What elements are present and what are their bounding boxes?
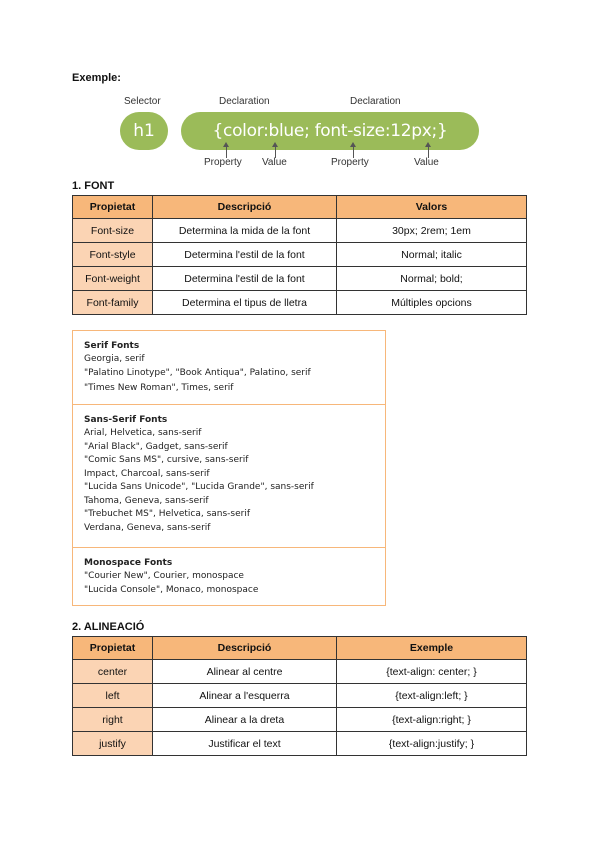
column-header: Descripció <box>153 196 337 219</box>
values-cell: Múltiples opcions <box>337 291 527 315</box>
serif-fonts-title: Serif Fonts <box>84 341 140 351</box>
property-cell: justify <box>73 732 153 756</box>
property-cell: left <box>73 684 153 708</box>
divider <box>73 547 385 548</box>
description-cell: Justificar el text <box>153 732 337 756</box>
example-cell: {text-align:right; } <box>337 708 527 732</box>
description-cell: Determina la mida de la font <box>153 219 337 243</box>
align-section-heading: 2. ALINEACIÓ <box>72 621 145 633</box>
font-stack-line: "Palatino Linotype", "Book Antiqua", Palatino, serif <box>84 367 311 378</box>
value-label-2: Value <box>414 157 439 168</box>
selector-pill: h1 <box>120 112 168 150</box>
table-header-row <box>73 196 527 219</box>
column-header: Valors <box>337 196 527 219</box>
column-header: Propietat <box>73 637 153 660</box>
description-cell: Alinear a la dreta <box>153 708 337 732</box>
property-cell: Font-weight <box>73 267 153 291</box>
values-cell: Normal; italic <box>337 243 527 267</box>
font-stack-line: "Comic Sans MS", cursive, sans-serif <box>84 455 249 465</box>
table-header-row <box>73 637 527 660</box>
font-stack-line: "Trebuchet MS", Helvetica, sans-serif <box>84 509 251 519</box>
table-row <box>73 708 527 732</box>
font-stack-line: Georgia, serif <box>84 354 145 364</box>
example-heading: Exemple: <box>72 72 121 84</box>
property-label-1: Property <box>204 157 242 168</box>
font-table <box>72 195 527 315</box>
monospace-fonts-title: Monospace Fonts <box>84 558 173 568</box>
monospace-fonts-section <box>73 557 385 597</box>
font-stack-line: Verdana, Geneva, sans-serif <box>84 522 211 533</box>
align-table <box>72 636 527 756</box>
description-cell: Alinear a l'esquerra <box>153 684 337 708</box>
table-row <box>73 243 527 267</box>
declaration-label-2: Declaration <box>350 96 401 107</box>
value-label-1: Value <box>262 157 287 168</box>
declaration-pill: {color:blue; font-size:12px;} <box>181 112 479 150</box>
font-stack-line: Arial, Helvetica, sans-serif <box>84 428 202 438</box>
table-row <box>73 660 527 684</box>
font-stack-line: "Lucida Console", Monaco, monospace <box>84 584 259 595</box>
table-row <box>73 219 527 243</box>
font-section-heading: 1. FONT <box>72 180 115 192</box>
property-cell: Font-family <box>73 291 153 315</box>
example-cell: {text-align:left; } <box>337 684 527 708</box>
font-stack-line: Tahoma, Geneva, sans-serif <box>84 495 209 506</box>
description-cell: Determina l'estil de la font <box>153 243 337 267</box>
font-stack-line: "Times New Roman", Times, serif <box>84 383 234 393</box>
description-cell: Determina el tipus de lletra <box>153 291 337 315</box>
property-cell: Font-size <box>73 219 153 243</box>
sans-serif-fonts-title: Sans-Serif Fonts <box>84 415 168 425</box>
font-families-box <box>72 330 386 606</box>
selector-label: Selector <box>124 96 161 107</box>
sans-serif-fonts-section <box>73 414 385 535</box>
values-cell: Normal; bold; <box>337 267 527 291</box>
property-cell: center <box>73 660 153 684</box>
table-row <box>73 267 527 291</box>
declaration-label-1: Declaration <box>219 96 270 107</box>
divider <box>73 404 385 405</box>
column-header: Propietat <box>73 196 153 219</box>
serif-fonts-section <box>73 340 385 396</box>
example-cell: {text-align:justify; } <box>337 732 527 756</box>
table-row <box>73 291 527 315</box>
font-stack-line: "Courier New", Courier, monospace <box>84 571 244 581</box>
column-header: Exemple <box>337 637 527 660</box>
font-stack-line: "Arial Black", Gadget, sans-serif <box>84 441 228 452</box>
property-label-2: Property <box>331 157 369 168</box>
property-cell: right <box>73 708 153 732</box>
description-cell: Determina l'estil de la font <box>153 267 337 291</box>
font-stack-line: Impact, Charcoal, sans-serif <box>84 468 210 479</box>
property-cell: Font-style <box>73 243 153 267</box>
description-cell: Alinear al centre <box>153 660 337 684</box>
values-cell: 30px; 2rem; 1em <box>337 219 527 243</box>
column-header: Descripció <box>153 637 337 660</box>
font-stack-line: "Lucida Sans Unicode", "Lucida Grande", sans-serif <box>84 482 314 492</box>
table-row <box>73 732 527 756</box>
example-cell: {text-align: center; } <box>337 660 527 684</box>
table-row <box>73 684 527 708</box>
